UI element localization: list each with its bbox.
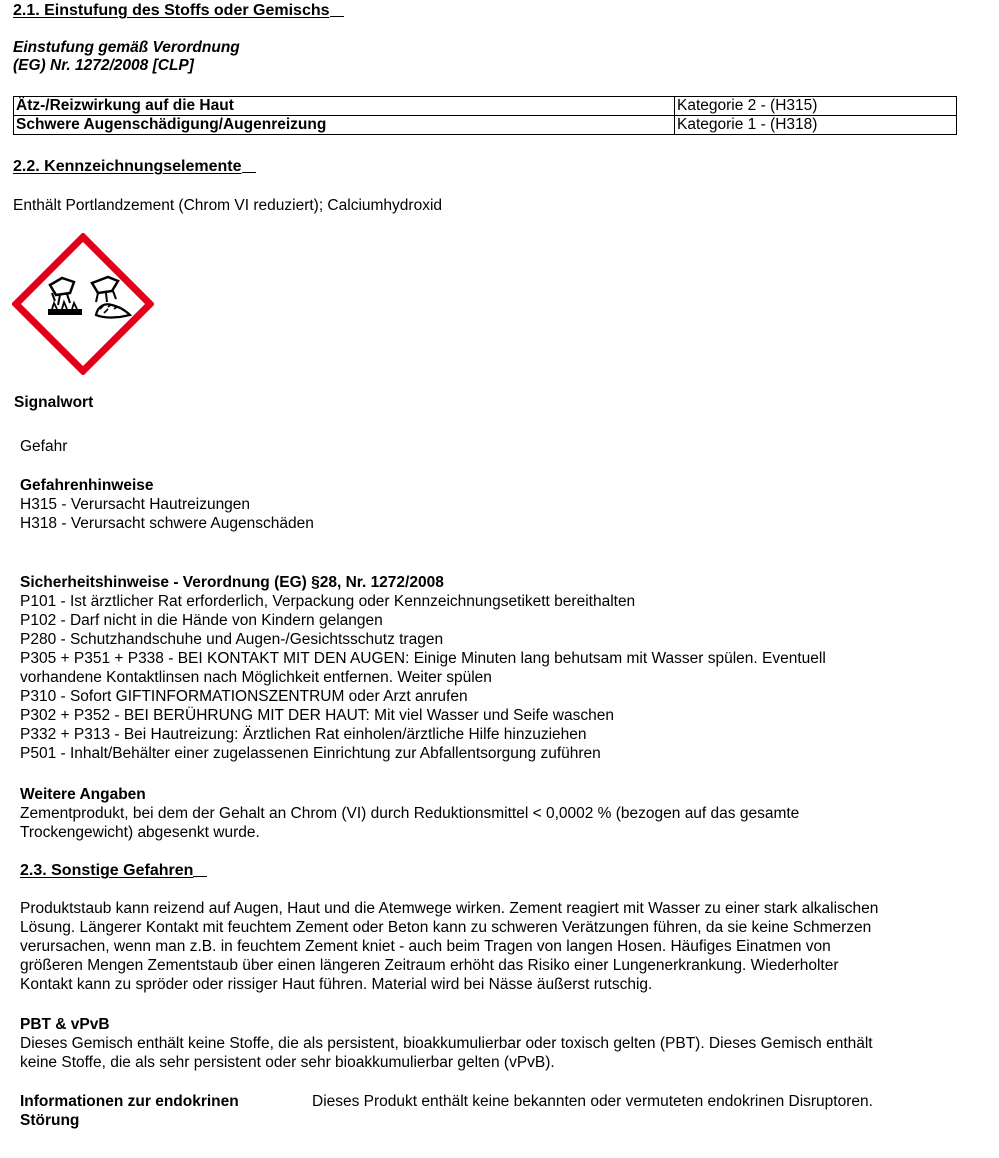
other-hazards-line: Lösung. Längerer Kontakt mit feuchtem Zement oder Beton kann zu schweren Verätzungen führen, da sie keine Schmerzen [20, 919, 872, 936]
pbt-line: Dieses Gemisch enthält keine Stoffe, die als persistent, bioakkumulierbar oder toxisch gelten (PBT). Dieses Gemisch enthält [20, 1035, 873, 1052]
other-hazards-line: Kontakt kann zu spröder oder rissiger Haut führen. Material wird bei Nässe äußerst rutschig. [20, 976, 653, 993]
precautionary-statements-label: Sicherheitshinweise - Verordnung (EG) §28, Nr. 1272/2008 [20, 574, 444, 591]
pbt-block [20, 1015, 873, 1072]
table-row [14, 97, 957, 116]
table-row [14, 116, 957, 135]
endocrine-label-line2: Störung [20, 1112, 80, 1129]
list-item: H318 - Verursacht schwere Augenschäden [20, 515, 314, 532]
hazard-statements-label: Gefahrenhinweise [20, 477, 154, 494]
list-item: P310 - Sofort GIFTINFORMATIONSZENTRUM oder Arzt anrufen [20, 688, 468, 705]
other-hazards-line: Produktstaub kann reizend auf Augen, Haut und die Atemwege wirken. Zement reagiert mit Wasser zu einer stark alkalischen [20, 900, 879, 917]
hazard-class-cell: Ätz-/Reizwirkung auf die Haut [14, 97, 675, 116]
section-2-3-heading: 2.3. Sonstige Gefahren [20, 862, 207, 880]
list-item: P302 + P352 - BEI BERÜHRUNG MIT DER HAUT: Mit viel Wasser und Seife waschen [20, 707, 614, 724]
list-item: P101 - Ist ärztlicher Rat erforderlich, Verpackung oder Kennzeichnungsetikett bereithalten [20, 593, 636, 610]
section-2-2-heading: 2.2. Kennzeichnungselemente [13, 158, 256, 176]
list-item: P305 + P351 + P338 - BEI KONTAKT MIT DEN AUGEN: Einige Minuten lang behutsam mit Wasser spülen. Eventuell [20, 650, 826, 667]
section-2-1-heading: 2.1. Einstufung des Stoffs oder Gemischs [13, 2, 344, 20]
pbt-label: PBT & vPvB [20, 1016, 110, 1033]
list-item: P332 + P313 - Bei Hautreizung: Ärztlichen Rat einholen/ärztliche Hilfe hinzuziehen [20, 726, 587, 743]
contains-statement: Enthält Portlandzement (Chrom VI reduziert); Calciumhydroxid [13, 197, 443, 214]
pbt-line: keine Stoffe, die als sehr persistent oder sehr bioakkumulierbar gelten (vPvB). [20, 1054, 555, 1071]
further-info-line: Zementprodukt, bei dem der Gehalt an Chrom (VI) durch Reduktionsmittel < 0,0002 % (bezogen auf das gesamte [20, 805, 800, 822]
list-item: P280 - Schutzhandschuhe und Augen-/Gesichtsschutz tragen [20, 631, 444, 648]
list-item: P501 - Inhalt/Behälter einer zugelassenen Einrichtung zur Abfallentsorgung zuführen [20, 745, 601, 762]
other-hazards-paragraph [20, 899, 878, 994]
further-info-line: Trockengewicht) abgesenkt wurde. [20, 824, 260, 841]
ghs05-corrosion-icon [12, 233, 154, 380]
classification-subheading-line1: Einstufung gemäß Verordnung [13, 39, 240, 56]
list-item: H315 - Verursacht Hautreizungen [20, 496, 251, 513]
list-item: vorhandene Kontaktlinsen nach Möglichkeit entfernen. Weiter spülen [20, 669, 492, 686]
endocrine-text: Dieses Produkt enthält keine bekannten oder vermuteten endokrinen Disruptoren. [312, 1093, 873, 1110]
endocrine-label [20, 1092, 239, 1130]
further-info-label: Weitere Angaben [20, 786, 146, 803]
other-hazards-line: verursachen, wenn man z.B. in feuchtem Zement kniet - auch beim Tragen von langen Hosen. Häufiges Einatmen von [20, 938, 831, 955]
classification-table [13, 96, 957, 135]
hazard-category-cell: Kategorie 1 - (H318) [675, 116, 957, 135]
classification-subheading [13, 39, 240, 75]
hazard-class-cell: Schwere Augenschädigung/Augenreizung [14, 116, 675, 135]
hazard-category-cell: Kategorie 2 - (H315) [675, 97, 957, 116]
signal-word: Gefahr [20, 438, 68, 455]
classification-subheading-line2: (EG) Nr. 1272/2008 [CLP] [13, 57, 194, 74]
precautionary-statements-block [20, 573, 826, 763]
hazard-statements-block [20, 476, 314, 533]
further-info-block [20, 785, 799, 842]
other-hazards-line: größeren Mengen Zementstaub über einen längeren Zeitraum erhöht das Risiko einer Lungenerkrankung. Wiederholter [20, 957, 839, 974]
signal-word-label: Signalwort [14, 394, 94, 411]
list-item: P102 - Darf nicht in die Hände von Kindern gelangen [20, 612, 383, 629]
endocrine-label-line1: Informationen zur endokrinen [20, 1093, 239, 1110]
